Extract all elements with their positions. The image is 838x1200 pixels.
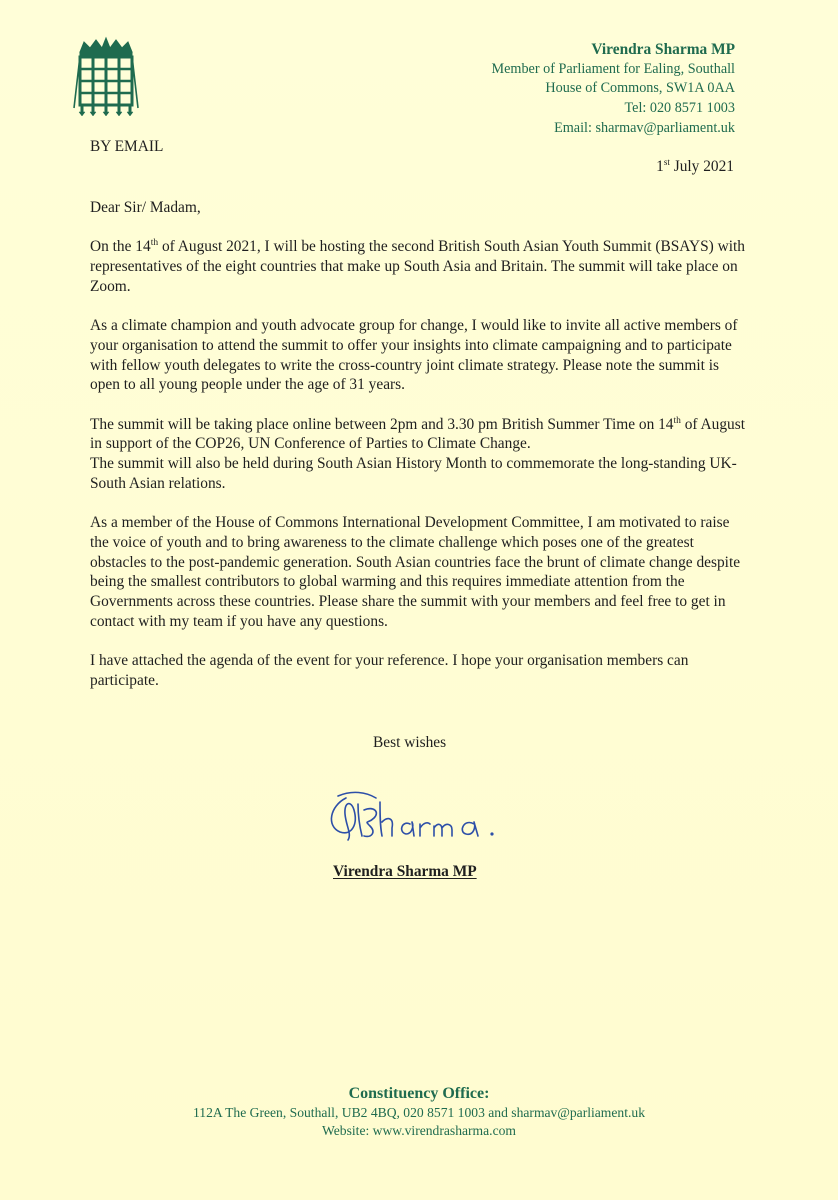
paragraph-3-text-a: The summit will be taking place online between 2pm and 3.30 pm British Summer Time on 14 bbox=[90, 415, 674, 433]
letter-date bbox=[656, 158, 734, 176]
letterhead bbox=[492, 40, 736, 139]
letterhead-name: Virendra Sharma MP bbox=[591, 41, 735, 58]
delivery-note: BY EMAIL bbox=[90, 138, 164, 155]
date-ordinal: st bbox=[663, 156, 670, 167]
handwritten-signature bbox=[318, 784, 508, 842]
paragraph-3b: The summit will also be held during South Asian History Month to commemorate the long-standing UK-South Asian relations. bbox=[90, 455, 737, 492]
signer-name: Virendra Sharma MP bbox=[333, 863, 477, 880]
paragraph-1-text-a: On the 14 bbox=[90, 238, 151, 256]
date-day: 1 bbox=[656, 158, 664, 175]
closing: Best wishes bbox=[373, 734, 447, 751]
paragraph-3-sup: th bbox=[673, 415, 681, 426]
letter-body bbox=[90, 198, 750, 710]
date-rest: July 2021 bbox=[669, 158, 734, 175]
constituency-footer bbox=[0, 1084, 838, 1140]
paragraph-5: I have attached the agenda of the event for your reference. I hope your organisation members can participate. bbox=[90, 652, 689, 689]
letterhead-address: House of Commons, SW1A 0AA bbox=[545, 80, 735, 97]
paragraph-1-text-b: of August 2021, I will be hosting the second British South Asian Youth Summit (BSAYS) with representatives of the eight countries that make up South Asia and Britain. The summit will take place on Zoom. bbox=[90, 238, 745, 295]
paragraph-4: As a member of the House of Commons International Development Committee, I am motivated to raise the voice of youth and to bring awareness to the climate challenge which poses one of the greatest obstacles to the post-pandemic generation. South Asian countries face the brunt of climate change despite being the smallest contributors to global warming and this requires immediate attention from the Governments across these countries. Please share the summit with your members and feel free to get in contact with my team if you have any questions. bbox=[90, 514, 741, 630]
portcullis-icon bbox=[66, 36, 146, 116]
letterhead-role: Member of Parliament for Ealing, Southall bbox=[491, 60, 735, 77]
paragraph-1 bbox=[90, 237, 750, 296]
paragraph-2: As a climate champion and youth advocate group for change, I would like to invite all active members of your organisation to attend the summit to offer your insights into climate campaigning and to participate with fellow youth delegates to write the cross-country joint climate strategy. Please note the summit is open to all young people under the age of 31 years. bbox=[90, 317, 738, 394]
paragraph-1-sup: th bbox=[150, 238, 159, 249]
footer-heading: Constituency Office: bbox=[348, 1085, 490, 1102]
footer-address: 112A The Green, Southall, UB2 4BQ, 020 8571 1003 and sharmav@parliament.uk bbox=[193, 1105, 645, 1120]
paragraph-3-text-b: of August in support of the COP26, UN Conference of Parties to Climate Change. bbox=[90, 415, 746, 453]
paragraph-3 bbox=[90, 415, 750, 454]
letterhead-tel: Tel: 020 8571 1003 bbox=[624, 100, 735, 117]
letterhead-email: Email: sharmav@parliament.uk bbox=[554, 119, 735, 136]
footer-website: Website: www.virendrasharma.com bbox=[322, 1123, 516, 1138]
salutation: Dear Sir/ Madam, bbox=[90, 199, 201, 216]
